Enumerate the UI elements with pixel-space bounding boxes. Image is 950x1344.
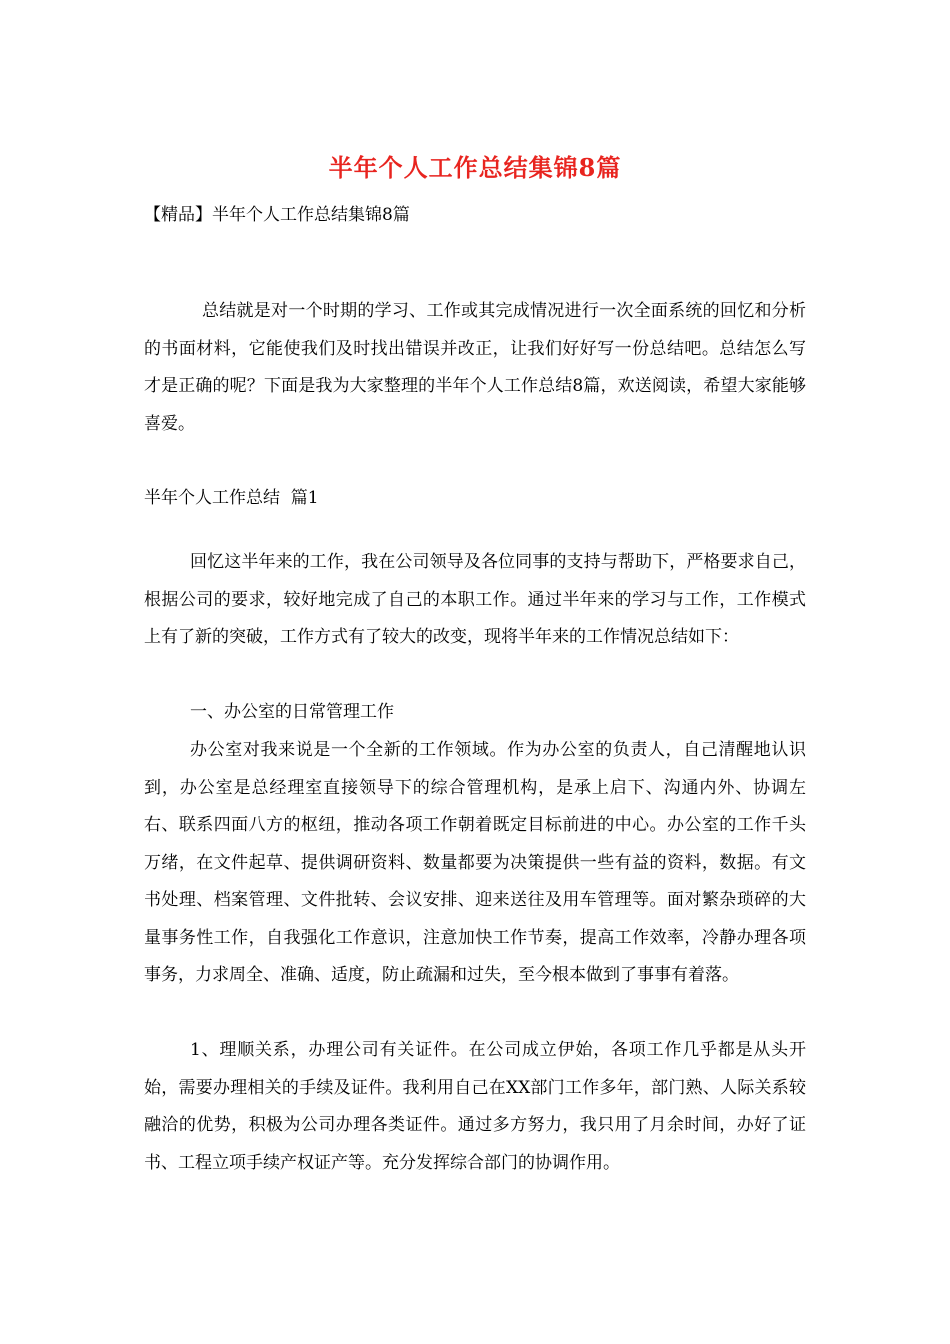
- body-paragraph: 回忆这半年来的工作，我在公司领导及各位同事的支持与帮助下，严格要求自己，根据公司的要求，较好地完成了自己的本职工作。通过半年来的学习与工作，工作模式上有了新的突破，工作方式有了较大的改变，现将半年来的工作情况总结如下：: [144, 552, 806, 647]
- body-paragraph: 办公室对我来说是一个全新的工作领域。作为办公室的负责人，自己清醒地认识到，办公室是总经理室直接领导下的综合管理机构，是承上启下、沟通内外、协调左右、联系四面八方的枢纽，推动各项工作朝着既定目标前进的中心。办公室的工作千头万绪，在文件起草、提供调研资料、数量都要为决策提供一些有益的资料，数据。有文书处理、档案管理、文件批转、会议安排、迎来送往及用车管理等。面对繁杂琐碎的大量事务性工作，自我强化工作意识，注意加快工作节奏，提高工作效率，冷静办理各项事务，力求周全、准确、适度，防止疏漏和过失，至今根本做到了事事有着落。: [144, 740, 806, 985]
- section-heading: 半年个人工作总结 篇1: [144, 488, 319, 508]
- document-subtitle: 【精品】半年个人工作总结集锦8篇: [144, 205, 410, 225]
- body-paragraph: 1、理顺关系，办理公司有关证件。在公司成立伊始，各项工作几乎都是从头开始，需要办理相关的手续及证件。我利用自己在XX部门工作多年，部门熟、人际关系较融洽的优势，积极为公司办理各类证件。通过多方努力，我只用了月余时间，办好了证书、工程立项手续产权证产等。充分发挥综合部门的协调作用。: [144, 1040, 806, 1173]
- intro-paragraph: 总结就是对一个时期的学习、工作或其完成情况进行一次全面系统的回忆和分析的书面材料，它能使我们及时找出错误并改正，让我们好好写一份总结吧。总结怎么写才是正确的呢？下面是我为大家整理的半年个人工作总结8篇，欢送阅读，希望大家能够喜爱。: [144, 301, 806, 434]
- document-title: 半年个人工作总结集锦8篇: [328, 153, 622, 182]
- subheading-paragraph: 一、办公室的日常管理工作: [190, 702, 394, 722]
